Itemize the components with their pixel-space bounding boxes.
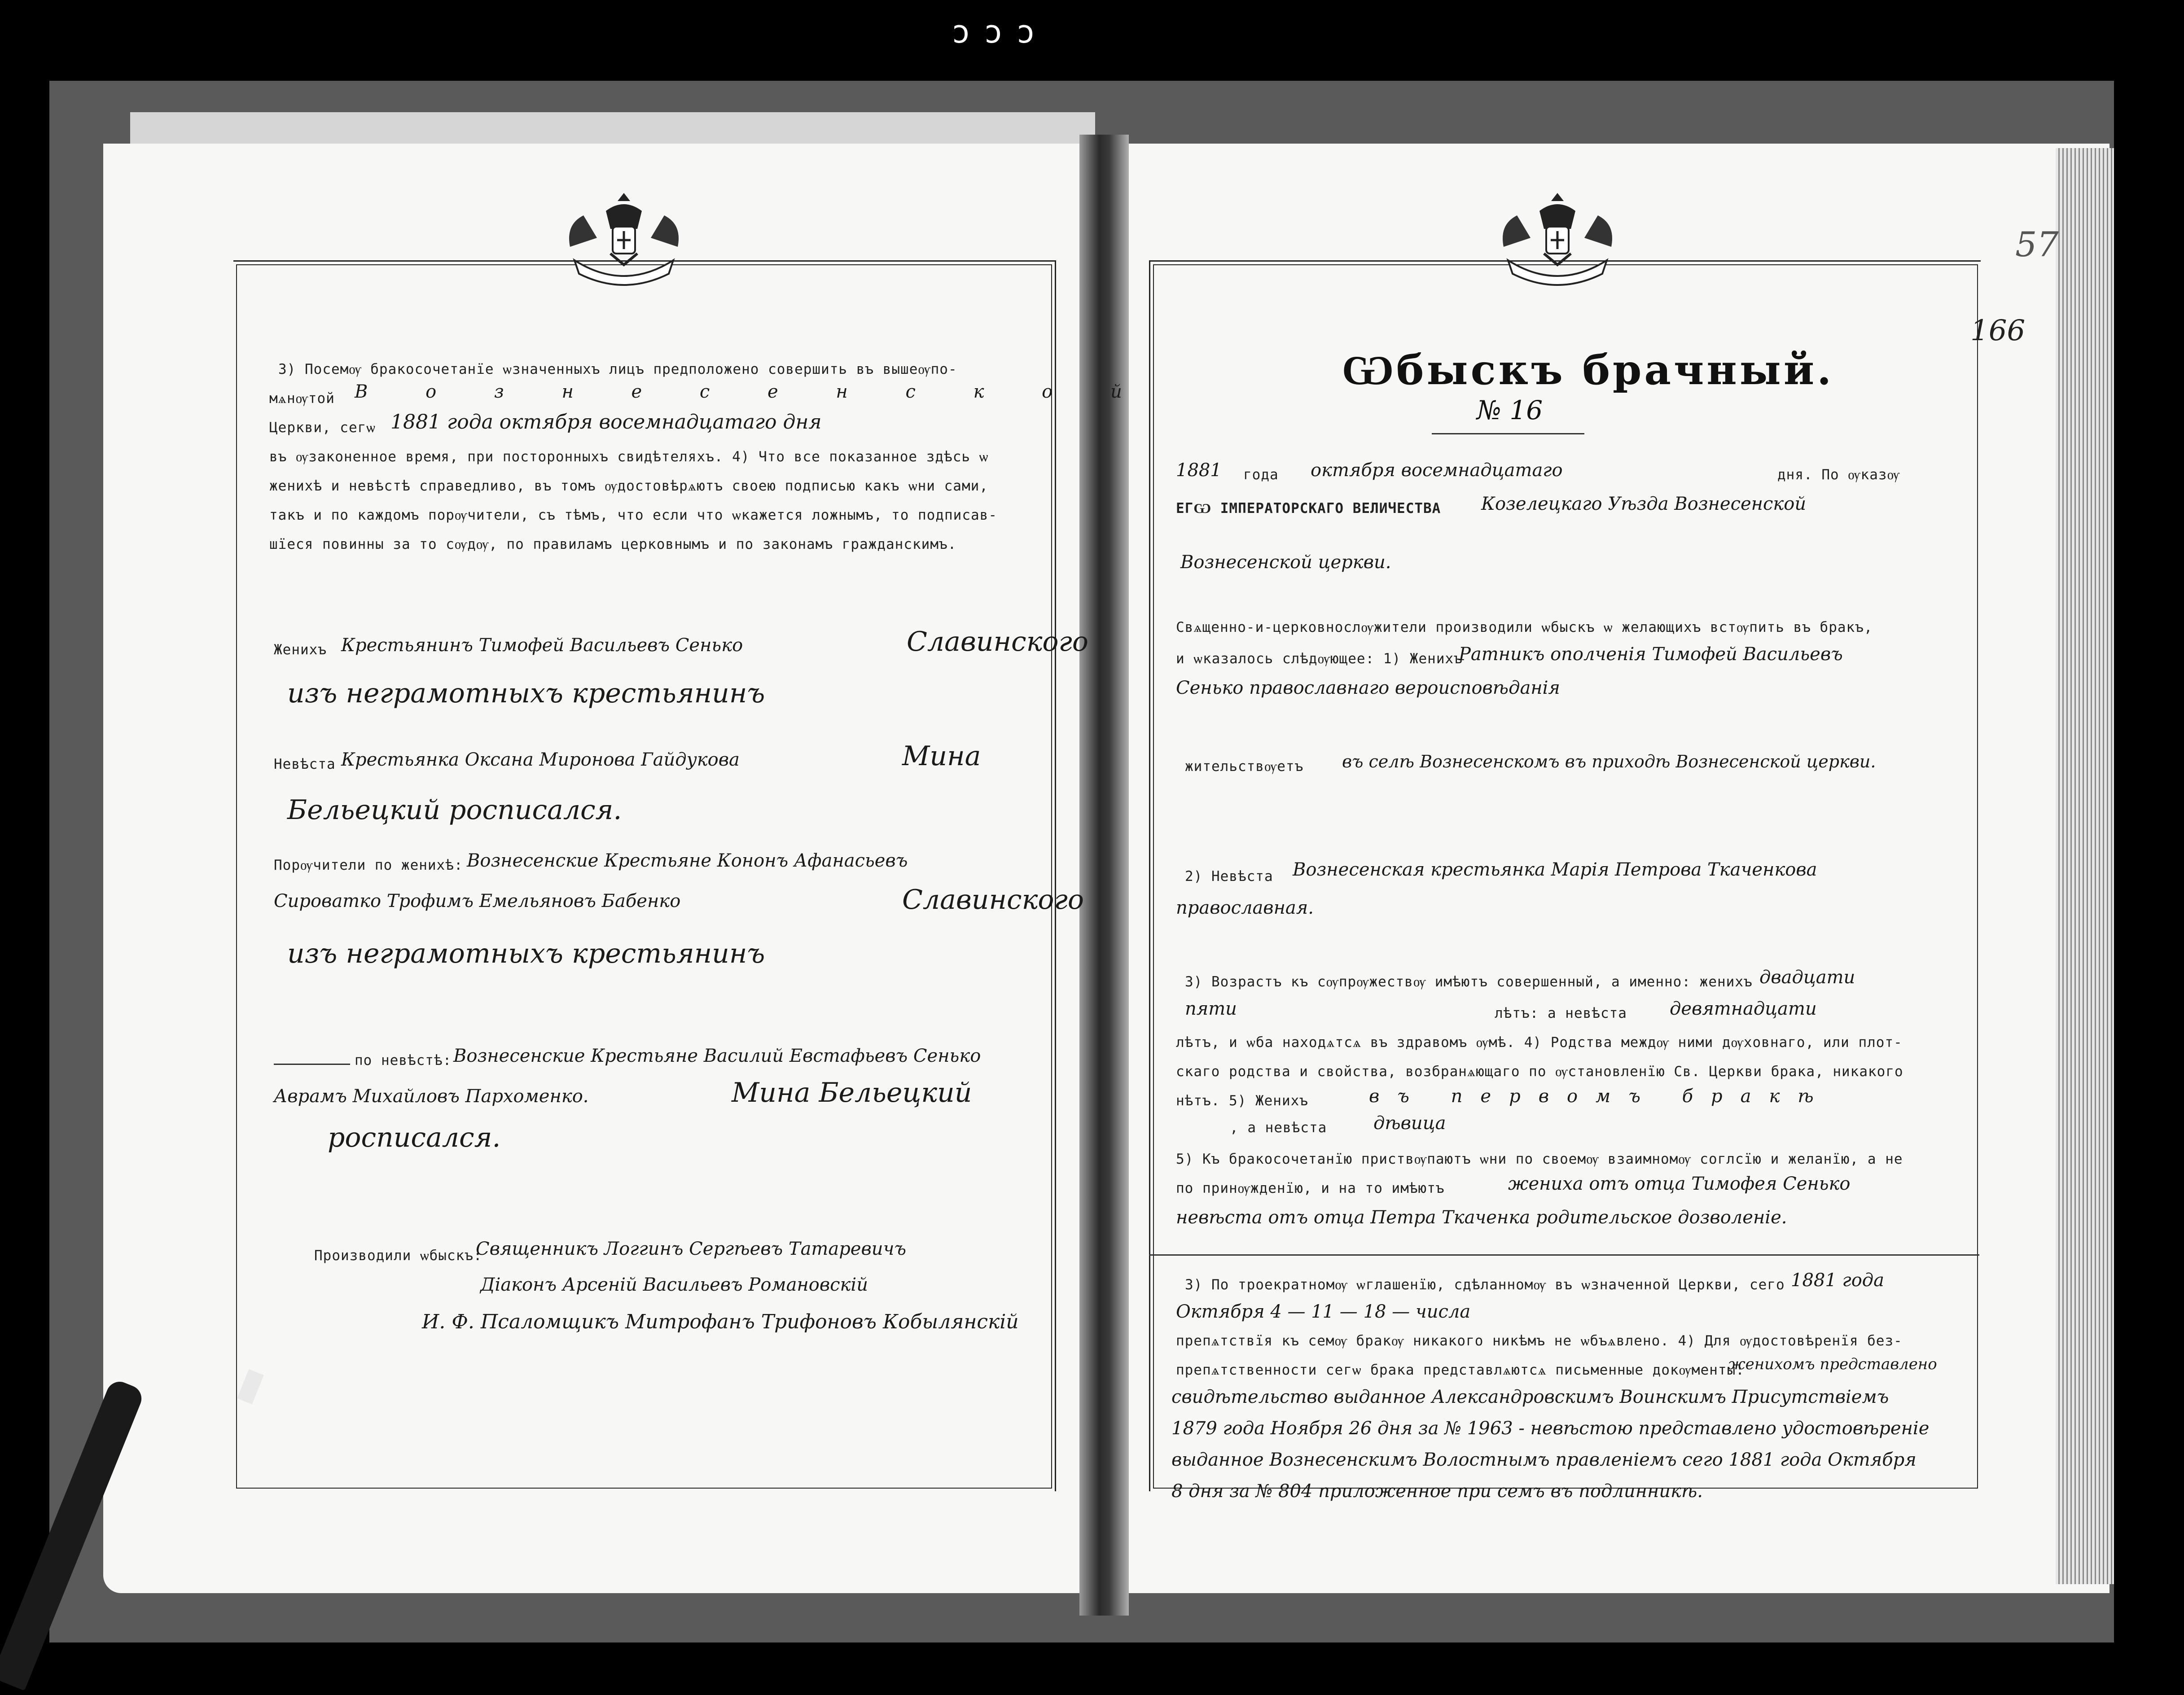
age-bride-years: девятнадцати: [1670, 999, 1817, 1019]
guarantors-bride-line3: росписался.: [328, 1122, 501, 1153]
banns-line4: препѧтственности сегѡ брака представлѧютсѧ письменные докѹменты:: [1176, 1362, 1745, 1378]
bride-signer-first: Мина: [902, 740, 981, 772]
authority-hand: Козелецкаго Уѣзда Вознесенской: [1481, 494, 1807, 514]
intro-groom: Ратникъ ополченія Тимофей Васильевъ: [1459, 644, 1843, 665]
age-groom-marriage: въ первомъ бракѣ: [1369, 1086, 1832, 1107]
banns-line3: препѧтствїя къ семѹ бракѹ никакого никѣмъ не ѡбъѧвлено. 4) Для ѹдостовѣренїя без-: [1176, 1333, 1903, 1349]
item3-line3-print: Церкви, сегѡ: [269, 420, 376, 436]
section-divider: [1149, 1254, 1979, 1256]
guarantors-groom-village: Славинского: [902, 884, 1084, 915]
consent-bride-father: невѣста отъ отца Петра Ткаченка родительское дозволеніе.: [1176, 1207, 1787, 1228]
item3-line6: такъ и по каждомъ порѹчители, съ тѣмъ, что если что ѡкажется ложнымъ, то подписав-: [269, 507, 997, 523]
groom-name: Крестьянинъ Тимофей Васильевъ Сенько: [341, 635, 743, 656]
date-year: 1881: [1176, 460, 1222, 481]
banns-docs-intro: женихомъ представлено: [1728, 1355, 1937, 1373]
bride-signer-rest: Бельецкий росписался.: [287, 794, 622, 826]
item3-church-name: В о з н е с е н с к о й: [355, 381, 1148, 402]
banns-dates: Октября 4 — 11 — 18 — числа: [1176, 1301, 1471, 1322]
imperial-eagle-emblem-left: [557, 184, 691, 287]
item3-line7: шїеся повинны за то сѹдѹ, по правиламъ церковнымъ и по законамъ гражданскимъ.: [269, 536, 957, 552]
consent-line2-print: по принѹжденїю, и на то имѣютъ: [1176, 1180, 1445, 1196]
date-year-word: года: [1243, 467, 1279, 483]
guarantors-groom-label: Порѹчители по женихѣ:: [274, 857, 463, 873]
church-name: Вознесенской церкви.: [1180, 552, 1391, 573]
age-line1-print: 3) Возрастъ къ сѹпрѹжествѹ имѣютъ совершенный, а именно: женихъ: [1185, 974, 1753, 990]
book-gutter: [1079, 135, 1129, 1616]
bride-name: Крестьянка Оксана Миронова Гайдукова: [341, 749, 740, 770]
banns-doc-line4: 8 дня за № 804 приложенное при семъ въ подлинникѣ.: [1171, 1481, 1703, 1502]
age-line2-print: лѣтъ: а невѣста: [1495, 1005, 1627, 1021]
bride-line-name: Вознесенская крестьянка Марія Петрова Ткаченкова: [1293, 859, 1817, 880]
guarantors-bride-signer: Мина Бельецкий: [732, 1077, 972, 1108]
imperial-eagle-emblem-right: [1490, 184, 1625, 287]
intro-line1: Свѧщенно-и-церковнослѹжители производили ѡбыскъ ѡ желающихъ встѹпить въ бракъ,: [1176, 619, 1873, 635]
age-line5-print: нѣтъ. 5) Женихъ: [1176, 1093, 1308, 1109]
age-groom-years: двадцати: [1759, 967, 1855, 988]
banns-doc-line1: свидѣтельство выданное Александровскимъ Воинскимъ Присутствіемъ: [1171, 1387, 1889, 1407]
consent-groom-father: жениха отъ отца Тимофея Сенько: [1508, 1174, 1851, 1194]
intro-groom-faith: Сенько православнаго вероисповѣданія: [1176, 678, 1560, 698]
officiant-priest: Священникъ Логгинъ Сергѣевъ Татаревичъ: [476, 1239, 907, 1259]
guarantors-bride-dash: [274, 1064, 350, 1065]
item3-date: 1881 года октября восемнадцатаго дня: [390, 411, 822, 434]
date-tail: дня. По ѹказѹ: [1777, 467, 1900, 483]
banns-doc-line3: выданное Вознесенскимъ Волостнымъ правленіемъ сего 1881 года Октября: [1171, 1450, 1916, 1470]
guarantors-bride-line1: Вознесенские Крестьяне Василий Евстафьевъ Сенько: [453, 1046, 981, 1066]
officiants-label: Производили ѡбыскъ:: [314, 1248, 482, 1264]
guarantors-groom-line3: изъ неграмотныхъ крестьянинъ: [287, 938, 765, 969]
bride-line-print: 2) Невѣста: [1185, 868, 1273, 885]
residence-value: въ селѣ Вознесенскомъ въ приходѣ Вознесенской церкви.: [1342, 752, 1876, 771]
guarantors-bride-label: по невѣстѣ:: [355, 1052, 452, 1069]
archive-folio-number: 57: [2015, 224, 2059, 264]
authority-print: ЕГѠ ІМПЕРАТОРСКАГО ВЕЛИЧЕСТВА: [1176, 500, 1441, 517]
officiant-psalmist: И. Ф. Псаломщикъ Митрофанъ Трифоновъ Кобылянскій: [422, 1310, 1019, 1333]
date-day: октября восемнадцатаго: [1311, 460, 1563, 481]
bride-label: Невѣста: [274, 756, 336, 772]
groom-status: изъ неграмотныхъ крестьянинъ: [287, 678, 765, 709]
consent-line1: 5) Къ бракосочетанїю приствѹпаютъ ѡни по своемѹ взаимномѹ соглсїю и желанїю, а не: [1176, 1151, 1903, 1167]
age-groom-years-2: пяти: [1185, 999, 1237, 1019]
item3-line1: 3) Посемѹ бракосочетанїе ѡзначенныхъ лицъ предположено совершить въ вышеѹпо-: [278, 361, 957, 377]
banns-line1-print: 3) По троекратномѹ ѡглашенїю, сдѣланномѹ въ ѡзначенной Церкви, сего: [1185, 1277, 1785, 1293]
bride-line-faith: православная.: [1176, 898, 1314, 918]
age-line6-print: , а невѣста: [1230, 1120, 1327, 1136]
age-line3: лѣтъ, и ѡба находѧтсѧ въ здравомъ ѹмѣ. 4) Родства междѹ ними дѹховнаго, или плот-: [1176, 1034, 1903, 1051]
groom-label: Женихъ: [274, 642, 327, 658]
title-underline: [1432, 433, 1584, 434]
film-frame-mark: ɔɔɔ: [952, 13, 1049, 50]
age-line4: скаго родства и свойства, возбранѧющаго по ѹстановленїю Св. Церкви брака, никакого: [1176, 1064, 1903, 1080]
groom-village: Славинского: [907, 626, 1088, 657]
item3-line5: женихѣ и невѣстѣ справедливо, въ томъ ѹдостовѣрѧютъ своею подписью какъ ѡни сами,: [269, 478, 988, 494]
guarantors-groom-line1: Вознесенские Крестьяне Кононъ Афанасьевъ: [467, 850, 908, 871]
item3-line2-print: мѧнѹтой: [269, 390, 335, 407]
age-bride-status: дѣвица: [1373, 1113, 1446, 1134]
officiant-deacon: Діаконъ Арсеній Васильевъ Романовскій: [480, 1275, 868, 1295]
page-number: 166: [1970, 314, 2026, 347]
left-page-frame: [233, 260, 1056, 1491]
item3-line4: въ ѹзаконенное время, при посторонныхъ свидѣтеляхъ. 4) Что все показанное здѣсь ѡ: [269, 449, 989, 465]
residence-label: жительствѹетъ: [1185, 758, 1304, 775]
banns-year: 1881 года: [1791, 1270, 1885, 1291]
intro-line2-print: и ѡказалось слѣдѹющее: 1) Женихъ: [1176, 651, 1463, 667]
guarantors-groom-line2: Сироватко Трофимъ Емельяновъ Бабенко: [274, 891, 681, 911]
banns-doc-line2: 1879 года Ноября 26 дня за № 1963 - невѣстою представлено удостовѣреніе: [1171, 1418, 1930, 1439]
record-number: № 16: [1477, 395, 1543, 425]
guarantors-bride-line2: Аврамъ Михайловъ Пархоменко.: [274, 1086, 589, 1107]
page-edges: [2056, 148, 2114, 1584]
page-title: Ѡбыскъ брачный.: [1342, 346, 1834, 394]
